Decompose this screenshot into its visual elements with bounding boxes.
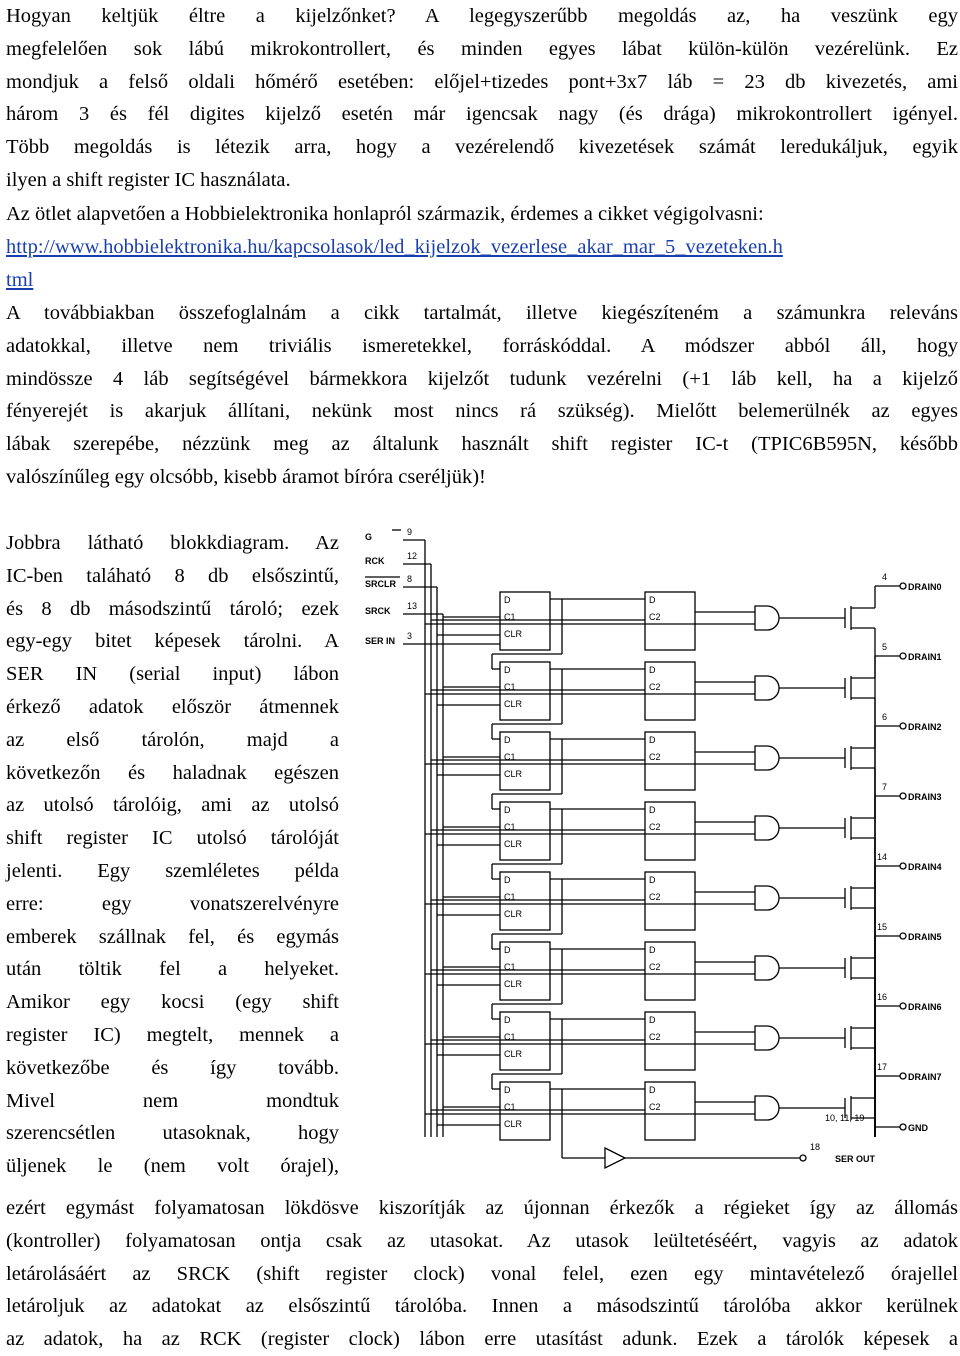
- latch2-pin-label: C2: [649, 682, 661, 692]
- left-line: az utolsó tárolóig, ami az utolsó: [6, 794, 339, 817]
- drain-terminal: [900, 1073, 906, 1079]
- latch2-pin-label: D: [649, 945, 656, 955]
- left-line: üljenek le (nem volt órajel),: [6, 1155, 339, 1178]
- drain-pin-number: 16: [876, 992, 887, 1002]
- drain-pin-number: 14: [876, 852, 887, 862]
- bottom-line: (kontroller) folyamatosan ontja csak az utasokat. Az utasok leültetéséért, vagyis az adatok: [6, 1229, 958, 1252]
- latch2-pin-label: D: [649, 1015, 656, 1025]
- serin-input-label: SER IN: [365, 636, 396, 646]
- left-line: jelenti. Egy szemléletes példa: [6, 859, 339, 882]
- latch1-pin-label: CLR: [504, 699, 523, 709]
- and-gate: [755, 746, 779, 770]
- and-gate: [755, 816, 779, 840]
- drain-pin-number: 15: [876, 922, 887, 932]
- drain-terminal: [900, 583, 906, 589]
- source-link[interactable]: http://www.hobbielektronika.hu/kapcsolasok/led_kijelzok_vezerlese_akar_mar_5_vezeteken.h: [6, 235, 783, 258]
- source-link-continued[interactable]: tml: [6, 268, 34, 291]
- drain-output-label: DRAIN2: [908, 722, 942, 732]
- left-line: következőbe és így tovább.: [6, 1056, 339, 1079]
- drain-pin-number: 6: [881, 712, 887, 722]
- drain-output-label: DRAIN7: [908, 1072, 942, 1082]
- summary-line: mindössze 4 láb segítségével bármekkora kijelzőt tudunk vezérelni (+1 láb kell, ha a kijelző: [6, 367, 958, 390]
- left-line: és 8 db másodszintű tároló; ezek: [6, 597, 339, 620]
- drain-output-label: DRAIN1: [908, 652, 942, 662]
- latch2-pin-label: C2: [649, 612, 661, 622]
- bottom-line: letároljuk az adatokat az elsőszintű tárolóba. Innen a másodszintű tárolóba akkor kerülnek: [6, 1295, 958, 1318]
- left-line: shift register IC utolsó tárolóját: [6, 827, 339, 850]
- left-line: érkező adatok először átmennek: [6, 695, 339, 718]
- left-line: Mivel nem mondtuk: [6, 1089, 339, 1112]
- and-gate: [755, 676, 779, 700]
- left-line: SER IN (serial input) lábon: [6, 663, 339, 686]
- intro-line: mondjuk a felső oldali hőmérő esetében: előjel+tizedes pont+3x7 láb = 23 db kivezetés, ami: [6, 70, 958, 93]
- latch1-pin-label: CLR: [504, 1119, 523, 1129]
- srclr-input-pin: 8: [407, 574, 413, 584]
- latch1-pin-label: C1: [504, 962, 516, 972]
- serout-buffer: [605, 1148, 625, 1168]
- drain-terminal: [900, 933, 906, 939]
- latch1-pin-label: C1: [504, 1102, 516, 1112]
- latch2-pin-label: C2: [649, 752, 661, 762]
- left-line: szerencsétlen utasoknak, hogy: [6, 1122, 339, 1145]
- left-line: erre: egy vonatszerelvényre: [6, 892, 339, 915]
- latch1-pin-label: CLR: [504, 839, 523, 849]
- latch1-pin-label: D: [504, 1085, 511, 1095]
- left-line: IC-ben taláható 8 db elsőszintű,: [6, 564, 339, 587]
- left-line: után töltik fel a helyeket.: [6, 958, 339, 981]
- latch1-pin-label: D: [504, 945, 511, 955]
- source-paragraph: [6, 198, 958, 296]
- intro-line: Hogyan keltjük éltre a kijelzőnket? A legegyszerűbb megoldás az, ha veszünk egy: [6, 5, 958, 27]
- summary-line: fényerejét is akarjuk állítani, nekünk most nincs rá szükség). Mielőtt belemerülnék az egyes: [6, 400, 958, 423]
- rck-input-label: RCK: [365, 556, 385, 566]
- latch1-pin-label: C1: [504, 612, 516, 622]
- latch2-pin-label: D: [649, 735, 656, 745]
- latch1-pin-label: D: [504, 735, 511, 745]
- latch1-pin-label: D: [504, 595, 511, 605]
- drain-pin-number: 5: [881, 642, 887, 652]
- latch2-pin-label: C2: [649, 892, 661, 902]
- drain-output-label: DRAIN4: [908, 862, 942, 872]
- and-gate: [755, 886, 779, 910]
- latch1-pin-label: C1: [504, 822, 516, 832]
- intro-line: Több megoldás is létezik arra, hogy a vezérelendő kivezetések számát leredukáljuk, egyik: [6, 136, 958, 159]
- intro-line: megfelelően sok lábú mikrokontrollert, és minden egyes lábat külön-külön vezérelünk. Ez: [6, 37, 958, 60]
- latch2-pin-label: D: [649, 1085, 656, 1095]
- drain-pin-number: 4: [881, 572, 887, 582]
- latch1-pin-label: D: [504, 875, 511, 885]
- left-line: Amikor egy kocsi (egy shift: [6, 991, 339, 1014]
- latch2-pin-label: C2: [649, 962, 661, 972]
- drain-pin-number: 17: [876, 1062, 887, 1072]
- srclr-input-label: SRCLR: [365, 579, 396, 589]
- latch1-pin-label: CLR: [504, 909, 523, 919]
- drain-output-label: DRAIN3: [908, 792, 942, 802]
- summary-line: adatokkal, illetve nem triviális ismeretekkel, forráskóddal. A módszer abból áll, hogy: [6, 334, 958, 357]
- source-text: Az ötlet alapvetően a Hobbielektronika honlapról származik, érdemes a cikket végigolvasni:: [6, 203, 764, 225]
- bottom-line: ezért egymást folyamatosan lökdösve kiszorítják az újonnan érkezők a régieket így az állomás: [6, 1197, 958, 1219]
- latch1-pin-label: C1: [504, 752, 516, 762]
- drain-terminal: [900, 793, 906, 799]
- summary-line: valószínűleg egy olcsóbb, kisebb áramot bíróra cseréljük)!: [6, 465, 486, 488]
- serin-input-pin: 3: [407, 631, 413, 641]
- latch1-pin-label: CLR: [504, 629, 523, 639]
- left-line: register IC) megtelt, mennek a: [6, 1023, 339, 1046]
- block-diagram: [355, 527, 960, 1172]
- drain-output-label: DRAIN0: [908, 582, 942, 592]
- drain-pin-number: 7: [881, 782, 887, 792]
- and-gate: [755, 606, 779, 630]
- summary-line: A továbbiakban összefoglalnám a cikk tartalmát, illetve kiegészíteném a számunkra releváns: [6, 302, 958, 324]
- bottom-paragraph: [6, 1192, 958, 1356]
- left-line: következőn és haladnak egészen: [6, 761, 339, 784]
- latch2-pin-label: D: [649, 665, 656, 675]
- g-input-label: G: [365, 532, 373, 542]
- latch1-pin-label: D: [504, 1015, 511, 1025]
- latch2-pin-label: D: [649, 595, 656, 605]
- left-line: az első tárolón, majd a: [6, 728, 339, 751]
- drain-terminal: [900, 653, 906, 659]
- drain-output-label: DRAIN6: [908, 1002, 942, 1012]
- srck-input-label: SRCK: [365, 606, 391, 616]
- gnd-pin-numbers: 10, 11, 19: [825, 1113, 865, 1123]
- latch1-pin-label: C1: [504, 1032, 516, 1042]
- left-line: Jobbra látható blokkdiagram. Az: [6, 532, 339, 554]
- intro-line: három 3 és fél digites kijelző esetén már igencsak nagy (és drága) mikrokontrollert igényel.: [6, 103, 958, 126]
- latch2-pin-label: D: [649, 805, 656, 815]
- srck-input-pin: 13: [407, 601, 418, 611]
- latch2-pin-label: C2: [649, 1032, 661, 1042]
- rck-input-pin: 12: [407, 551, 418, 561]
- g-input-pin: 9: [407, 527, 413, 537]
- drain-terminal: [900, 723, 906, 729]
- bottom-line: letárolásáért az SRCK (shift register clock) vonal felel, ezen egy mintavételező órajellel: [6, 1262, 958, 1285]
- latch2-pin-label: C2: [649, 822, 661, 832]
- gnd-label: GND: [908, 1123, 928, 1133]
- gnd-terminal: [900, 1124, 906, 1130]
- latch1-pin-label: D: [504, 665, 511, 675]
- and-gate: [755, 1026, 779, 1050]
- and-gate: [755, 1096, 779, 1120]
- latch2-pin-label: D: [649, 875, 656, 885]
- block-diagram-description: [6, 527, 339, 1183]
- intro-line: ilyen a shift register IC használata.: [6, 168, 291, 191]
- latch1-pin-label: CLR: [504, 1049, 523, 1059]
- latch2-pin-label: C2: [649, 1102, 661, 1112]
- summary-line: lábak szerepébe, nézzünk meg az általunk használt shift register IC-t (TPIC6B595N, később: [6, 433, 958, 456]
- latch1-pin-label: CLR: [504, 769, 523, 779]
- latch1-pin-label: C1: [504, 892, 516, 902]
- left-line: egy-egy bitet képesek tárolni. A: [6, 630, 339, 653]
- serout-terminal: [800, 1155, 806, 1161]
- latch1-pin-label: D: [504, 805, 511, 815]
- and-gate: [755, 956, 779, 980]
- drain-output-label: DRAIN5: [908, 932, 942, 942]
- summary-paragraph: [6, 297, 958, 494]
- serout-pin: 18: [810, 1142, 821, 1152]
- serout-label: SER OUT: [835, 1154, 876, 1164]
- drain-terminal: [900, 863, 906, 869]
- left-line: emberek szállnak fel, és egymás: [6, 925, 339, 948]
- latch1-pin-label: CLR: [504, 979, 523, 989]
- latch1-pin-label: C1: [504, 682, 516, 692]
- bottom-line: az adatok, ha az RCK (register clock) lábon erre utasítást adunk. Ezek a tárolók képesek a: [6, 1328, 958, 1351]
- intro-paragraph: [6, 0, 958, 197]
- drain-terminal: [900, 1003, 906, 1009]
